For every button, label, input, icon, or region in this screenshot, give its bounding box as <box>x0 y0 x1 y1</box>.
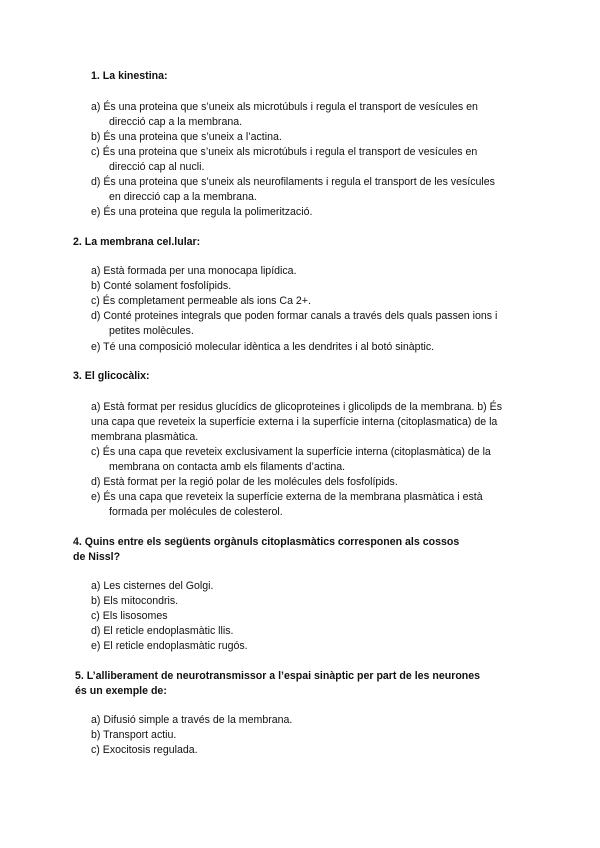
q2-option-d: d) Conté proteines integrals que poden formar canals a través dels quals passen ions i <box>91 310 498 322</box>
question-4-title: 4. Quins entre els següents orgànuls citoplasmàtics corresponen als cossos <box>73 536 460 548</box>
q5-option-c: c) Exocitosis regulada. <box>91 744 198 756</box>
q4-option-b: b) Els mitocondris. <box>91 595 179 607</box>
q2-option-a: a) Està formada per una monocapa lipídica. <box>91 265 297 277</box>
q2-option-c: c) És completament permeable als ions Ca 2+. <box>91 295 311 307</box>
q4-option-c: c) Els lisosomes <box>91 610 168 622</box>
q1-option-c-cont: direcció cap al nucli. <box>109 161 205 173</box>
q1-option-c: c) És una proteina que s’uneix als microtúbuls i regula el transport de vesícules en <box>91 146 478 158</box>
q1-option-a-cont: direcció cap a la membrana. <box>109 116 243 128</box>
q4-option-d: d) El reticle endoplasmàtic llis. <box>91 625 234 637</box>
q1-option-d-cont: en direcció cap a la membrana. <box>109 191 257 203</box>
question-3-title: 3. El glicocàlix: <box>73 370 150 382</box>
q3-option-ab: a) Està format per residus glucídics de glicoproteines i glicolipds de la membrana. b) És <box>91 401 502 413</box>
question-2-title: 2. La membrana cel.lular: <box>73 236 201 248</box>
question-1-title: 1. La kinestina: <box>91 70 168 82</box>
q5-option-a: a) Difusió simple a través de la membrana. <box>91 714 293 726</box>
q4-option-e: e) El reticle endoplasmàtic rugós. <box>91 640 248 652</box>
q1-option-a: a) És una proteina que s’uneix als microtúbuls i regula el transport de vesícules en <box>91 101 478 113</box>
q4-option-a: a) Les cisternes del Golgi. <box>91 580 214 592</box>
q3-option-b-line3: membrana plasmàtica. <box>91 431 199 443</box>
q3-option-e-cont: formada per molécules de colesterol. <box>109 506 283 518</box>
q2-option-d-cont: petites molècules. <box>109 325 194 337</box>
q5-option-b: b) Transport actiu. <box>91 729 177 741</box>
q3-option-d: d) Està format per la regió polar de les molécules dels fosfolípids. <box>91 476 398 488</box>
q2-option-e: e) Té una composició molecular idèntica a les dendrites i al botó sinàptic. <box>91 341 435 353</box>
q1-option-d: d) És una proteina que s’uneix als neurofilaments i regula el transport de les vesícules <box>91 176 495 188</box>
question-4-title-cont: de Nissl? <box>73 551 121 563</box>
q3-option-b-line2: una capa que reveteix la superfície externa i la superfície interna (citoplasmatica) de la <box>91 416 498 428</box>
question-5-title: 5. L’alliberament de neurotransmissor a l’espai sinàptic per part de les neurones <box>75 670 481 682</box>
q1-option-b: b) És una proteina que s’uneix a l’actina. <box>91 131 282 143</box>
question-5-title-cont: és un exemple de: <box>75 685 167 697</box>
q2-option-b: b) Conté solament fosfolípids. <box>91 280 232 292</box>
q3-option-e: e) És una capa que reveteix la superfície externa de la membrana plasmàtica i està <box>91 491 483 503</box>
q3-option-c: c) És una capa que reveteix exclusivament la superfície interna (citoplasmàtica) de la <box>91 446 491 458</box>
q3-option-c-cont: membrana on contacta amb els filaments d’actina. <box>109 461 346 473</box>
q1-option-e: e) És una proteina que regula la polimerització. <box>91 206 313 218</box>
